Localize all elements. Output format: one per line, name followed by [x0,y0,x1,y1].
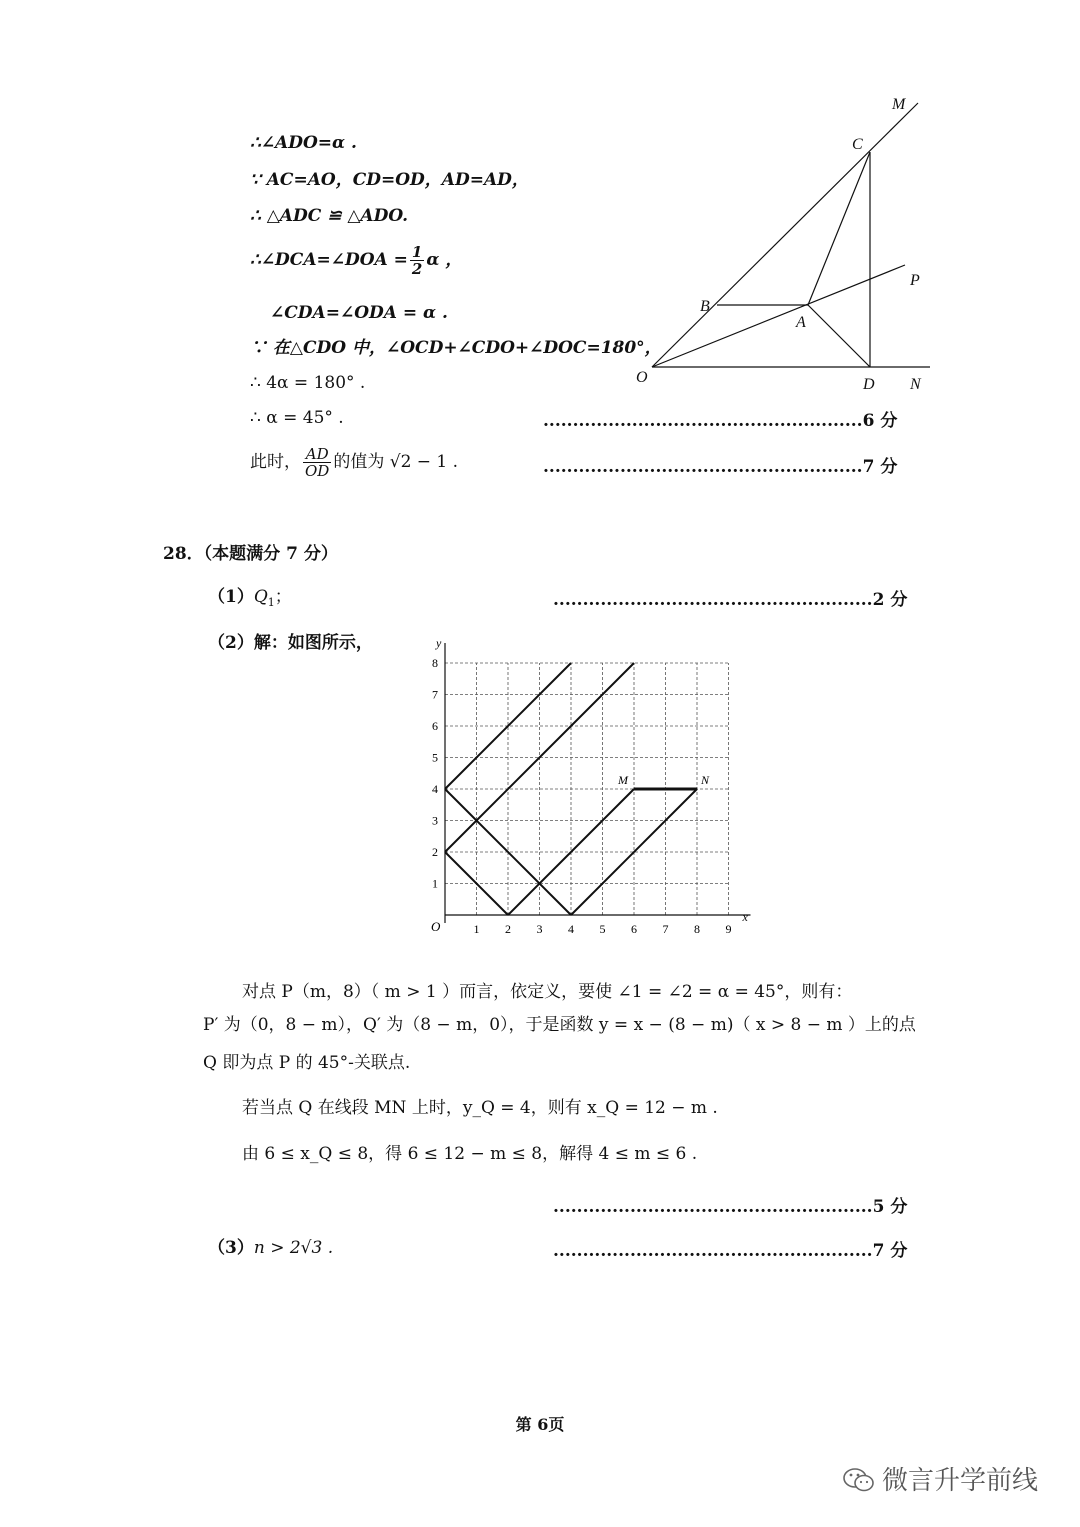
x-tick-label: 4 [568,922,574,936]
fraction-denominator: OD [305,462,330,480]
x-axis-label: x [742,910,748,924]
fraction-numerator: AD [303,446,331,463]
fraction-numerator: 1 [411,243,423,261]
label-B: B [700,298,710,315]
label-N: N [910,376,921,393]
score-2: ......................................................2 分 [553,590,908,610]
part1-tail: ； [274,587,292,607]
ray-OP [652,265,905,367]
label-A: A [796,314,806,331]
y-tick-label: 4 [432,782,438,796]
proof-line-1: ∴∠ADO=α . [250,133,357,153]
proof-line-4 [250,244,462,277]
series-line-4 [445,852,508,915]
geometry-figure [620,85,950,400]
label-P: P [910,272,920,289]
label-M: M [892,96,906,113]
wechat-icon [842,1466,876,1494]
segment-CA [808,152,870,305]
part1-subscript: 1 [267,596,275,609]
page-number: 第 6页 [515,1415,565,1434]
watermark-text: 微言升学前线 [882,1466,1039,1496]
proof-line-4-right: α ， [426,250,463,270]
proof-line-8: ∴ α = 45° . [250,408,344,428]
segment-AD [808,305,870,367]
x-tick-label: 1 [473,922,480,936]
x-tick-label: 8 [694,922,700,936]
x-tick-label: 2 [505,922,511,936]
q28-part2-label: （2）解：如图所示， [208,633,373,653]
watermark [842,1460,1038,1497]
q28-para-3: Q 即为点 P 的 45°-关联点. [203,1053,411,1073]
q28-para-5: 由 6 ≤ x_Q ≤ 8，得 6 ≤ 12 − m ≤ 8，解得 4 ≤ m ≤ 6 . [242,1144,698,1164]
origin-label: O [431,919,441,934]
y-tick-label: 6 [432,719,438,733]
y-tick-label: 7 [432,687,438,702]
fraction-ad-od [303,446,331,479]
point-label-N: N [701,773,710,787]
y-tick-label: 3 [432,813,438,828]
y-tick-label: 5 [432,750,438,765]
score-5: ......................................................5 分 [553,1197,908,1217]
proof-line-3: ∴ △ADC ≌ △ADO. [250,206,409,226]
label-D: D [863,376,875,393]
x-tick-label: 6 [631,922,637,936]
proof-line-9 [250,446,458,479]
q28-para-2: P′ 为（0，8 − m），Q′ 为（8 − m，0），于是函数 y = x − (8 − m)（ x > 8 − m ）上的点 [203,1015,916,1035]
score-7-proof: ......................................................7 分 [543,457,898,477]
q28-title: 28．（本题满分 7 分） [163,544,338,564]
x-tick-label: 5 [599,922,606,936]
y-tick-label: 2 [432,845,438,859]
label-O: O [636,369,648,386]
proof-line-6: ∵ 在△CDO 中，∠OCD+∠CDO+∠DOC=180°， [250,338,662,358]
proof-line-7: ∴ 4α = 180° . [250,373,366,393]
q28-part3 [208,1236,333,1260]
x-tick-label: 7 [662,922,669,936]
proof-line-9-left: 此时， [250,452,301,472]
q28-para-4: 若当点 Q 在线段 MN 上时，y_Q = 4，则有 x_Q = 12 − m . [242,1098,718,1118]
q28-para-1: 对点 P（m，8）（ m > 1 ）而言，依定义，要使 ∠1 = ∠2 = α = 45°，则有： [242,982,853,1002]
score-7-q28: ......................................................7 分 [553,1241,908,1261]
fraction-half [410,244,424,277]
q28-part1 [208,585,292,615]
part1-label: （1） [208,587,254,607]
part1-answer: Q [253,587,268,607]
y-tick-label: 1 [432,876,438,891]
coordinate-chart [420,632,760,937]
label-C: C [852,136,863,153]
proof-line-5: ∠CDA=∠ODA = α . [270,303,448,323]
proof-line-2: ∵ AC=AO，CD=OD，AD=AD， [250,170,529,190]
y-axis-label: y [436,636,442,650]
y-tick-label: 8 [432,656,438,670]
fraction-denominator: 2 [411,260,423,278]
score-6: ......................................................6 分 [543,411,898,431]
point-label-M: M [618,773,628,787]
x-tick-label: 9 [725,922,732,936]
proof-line-9-right: 的值为 √2 − 1 . [333,452,459,472]
part3-answer: n > 2√3 . [253,1238,334,1258]
x-tick-label: 3 [536,922,543,936]
part3-label: （3） [208,1238,254,1258]
proof-line-4-left: ∴∠DCA=∠DOA = [250,250,408,270]
ray-OM [652,103,918,367]
